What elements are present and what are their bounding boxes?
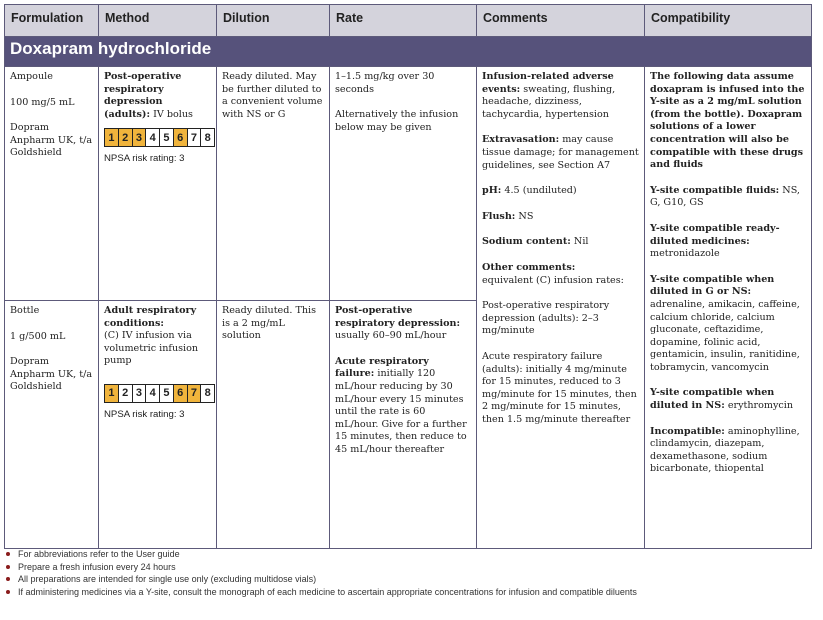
flush-text: NS bbox=[518, 210, 534, 222]
compatibility-cell bbox=[645, 67, 812, 549]
footnote-item: For abbreviations refer to the User guide bbox=[6, 548, 637, 561]
compat-ns-text: erythromycin bbox=[727, 400, 794, 412]
method-title: Post-operative respiratory depression (adults): bbox=[104, 71, 182, 120]
formulation-manufacturer: Dopram Anpharm UK, t/a Goldshield bbox=[10, 356, 93, 393]
compat-fluids-text: NS, G, G10, GS bbox=[650, 184, 800, 209]
footnotes bbox=[6, 548, 637, 598]
formulation-type: Bottle bbox=[10, 305, 40, 316]
sodium-text: Nil bbox=[573, 236, 589, 248]
footnote-item: If administering medicines via a Y-site, consult the monograph of each medicine to ascertain appropriate concentrations for infusion and compatible diluents bbox=[6, 586, 637, 599]
method-title: Adult respiratory conditions: bbox=[104, 305, 197, 329]
method-ampoule bbox=[99, 67, 217, 301]
dilution-text: Ready diluted. This is a 2 mg/mL solution bbox=[222, 305, 317, 342]
rate-postop-text: usually 60–90 mL/hour bbox=[335, 330, 447, 342]
risk-scale-cell: 6 bbox=[174, 385, 188, 402]
footnote-item: All preparations are intended for single use only (excluding multidose vials) bbox=[6, 573, 637, 586]
other-comments-title: Other comments: bbox=[482, 261, 576, 273]
extravasation-title: Extravasation: bbox=[482, 134, 560, 146]
method-bottle bbox=[99, 301, 217, 549]
formulation-ampoule bbox=[5, 67, 99, 301]
risk-rating: NPSA risk rating: 3 bbox=[104, 153, 185, 165]
risk-rating: NPSA risk rating: 3 bbox=[104, 408, 185, 420]
rate-acute-title: Acute respiratory failure: bbox=[335, 355, 429, 380]
compat-ready-title: Y-site compatible ready-diluted medicines: bbox=[650, 222, 780, 247]
table-row bbox=[5, 67, 812, 301]
col-header-dilution: Dilution bbox=[217, 5, 330, 37]
col-header-comments: Comments bbox=[477, 5, 645, 37]
extravasation-text: may cause tissue damage; for management guidelines, see Section A7 bbox=[482, 134, 639, 171]
adverse-title: Infusion-related adverse events: bbox=[482, 71, 614, 95]
rate-alternative: Alternatively the infusion below may be given bbox=[335, 109, 459, 133]
risk-scale-cell: 6 bbox=[174, 129, 188, 146]
formulation-manufacturer: Dopram Anpharm UK, t/a Goldshield bbox=[10, 122, 93, 159]
sodium-title: Sodium content: bbox=[482, 236, 571, 248]
risk-scale-cell: 3 bbox=[133, 385, 147, 402]
comments-cell bbox=[477, 67, 645, 549]
rate-postop-title: Post-operative respiratory depression: bbox=[335, 305, 461, 329]
risk-scale-cell: 3 bbox=[133, 129, 147, 146]
incompatible-title: Incompatible: bbox=[650, 425, 725, 437]
rate-bottle bbox=[330, 301, 477, 549]
flush-title: Flush: bbox=[482, 210, 516, 222]
risk-scale-cell: 4 bbox=[146, 385, 160, 402]
incompatible-text: aminophylline, clindamycin, diazepam, dexamethasone, sodium bicarbonate, thiopental bbox=[650, 425, 800, 475]
monograph-sheet bbox=[4, 4, 811, 549]
risk-scale-cell: 2 bbox=[119, 385, 133, 402]
ph-title: pH: bbox=[482, 185, 502, 197]
dilution-ampoule bbox=[217, 67, 330, 301]
risk-scale bbox=[104, 128, 215, 147]
compat-ns-title: Y-site compatible when diluted in NS: bbox=[650, 387, 775, 412]
dilution-text: Ready diluted. May be further diluted to a convenient volume with NS or G bbox=[222, 71, 323, 120]
col-header-rate: Rate bbox=[330, 5, 477, 37]
col-header-compatibility: Compatibility bbox=[645, 5, 812, 37]
header-row bbox=[5, 5, 812, 37]
formulation-strength: 1 g/500 mL bbox=[10, 330, 66, 342]
ph-text: 4.5 (undiluted) bbox=[504, 185, 577, 197]
dilution-bottle bbox=[217, 301, 330, 549]
rate-acute-text: initially 120 mL/hour reducing by 30 mL/hour every 15 minutes until the rate is 60 mL/hour. Give for a further 15 minutes, then reduce to 45 mL/hour thereafter bbox=[335, 368, 467, 455]
rate-text: 1–1.5 mg/kg over 30 seconds bbox=[335, 71, 435, 95]
other-comments-text: equivalent (C) infusion rates: bbox=[482, 274, 624, 286]
adverse-text: sweating, flushing, headache, dizziness, tachycardia, hypertension bbox=[482, 83, 616, 120]
risk-scale-cell: 7 bbox=[188, 385, 202, 402]
acute-rate: Acute respiratory failure (adults): initially 4 mg/minute for 15 minutes, reduced to 3 mg/minute for 15 minutes, then 2 mg/minute for 15 minutes, then 1.5 mg/minute thereafter bbox=[482, 350, 637, 425]
col-header-method: Method bbox=[99, 5, 217, 37]
postop-rate: Post-operative respiratory depression (adults): 2–3 mg/minute bbox=[482, 300, 610, 337]
rate-ampoule bbox=[330, 67, 477, 301]
risk-scale-cell: 5 bbox=[160, 385, 174, 402]
formulation-strength: 100 mg/5 mL bbox=[10, 96, 75, 108]
formulation-type: Ampoule bbox=[10, 71, 53, 82]
compat-fluids-title: Y-site compatible fluids: bbox=[650, 184, 780, 196]
compat-ready-text: metronidazole bbox=[650, 248, 720, 260]
compat-gns-title: Y-site compatible when diluted in G or NS: bbox=[650, 273, 775, 298]
risk-scale-cell: 1 bbox=[105, 129, 119, 146]
risk-scale-cell: 8 bbox=[201, 129, 214, 146]
method-text: (C) IV infusion via volumetric infusion pump bbox=[104, 330, 199, 367]
method-text: IV bolus bbox=[153, 108, 193, 120]
formulation-bottle bbox=[5, 301, 99, 549]
drug-title: Doxapram hydrochloride bbox=[5, 37, 812, 67]
compat-gns-text: adrenaline, amikacin, caffeine, calcium chloride, calcium gluconate, ceftazidime, dopamine, folinic acid, gentamicin, insulin, ranitidine, tobramycin, vancomycin bbox=[650, 298, 800, 373]
risk-scale bbox=[104, 384, 215, 403]
risk-scale-cell: 2 bbox=[119, 129, 133, 146]
risk-scale-cell: 8 bbox=[201, 385, 214, 402]
risk-scale-cell: 7 bbox=[188, 129, 202, 146]
risk-scale-cell: 5 bbox=[160, 129, 174, 146]
footnote-item: Prepare a fresh infusion every 24 hours bbox=[6, 561, 637, 574]
risk-scale-cell: 4 bbox=[146, 129, 160, 146]
risk-scale-cell: 1 bbox=[105, 385, 119, 402]
col-header-formulation: Formulation bbox=[5, 5, 99, 37]
monograph-table bbox=[4, 4, 812, 549]
compat-intro: The following data assume doxapram is infused into the Y-site as a 2 mg/mL solution (from the bottle). Doxapram solutions of a lower concentration will also be compatible with these drugs and fluids bbox=[650, 71, 805, 171]
